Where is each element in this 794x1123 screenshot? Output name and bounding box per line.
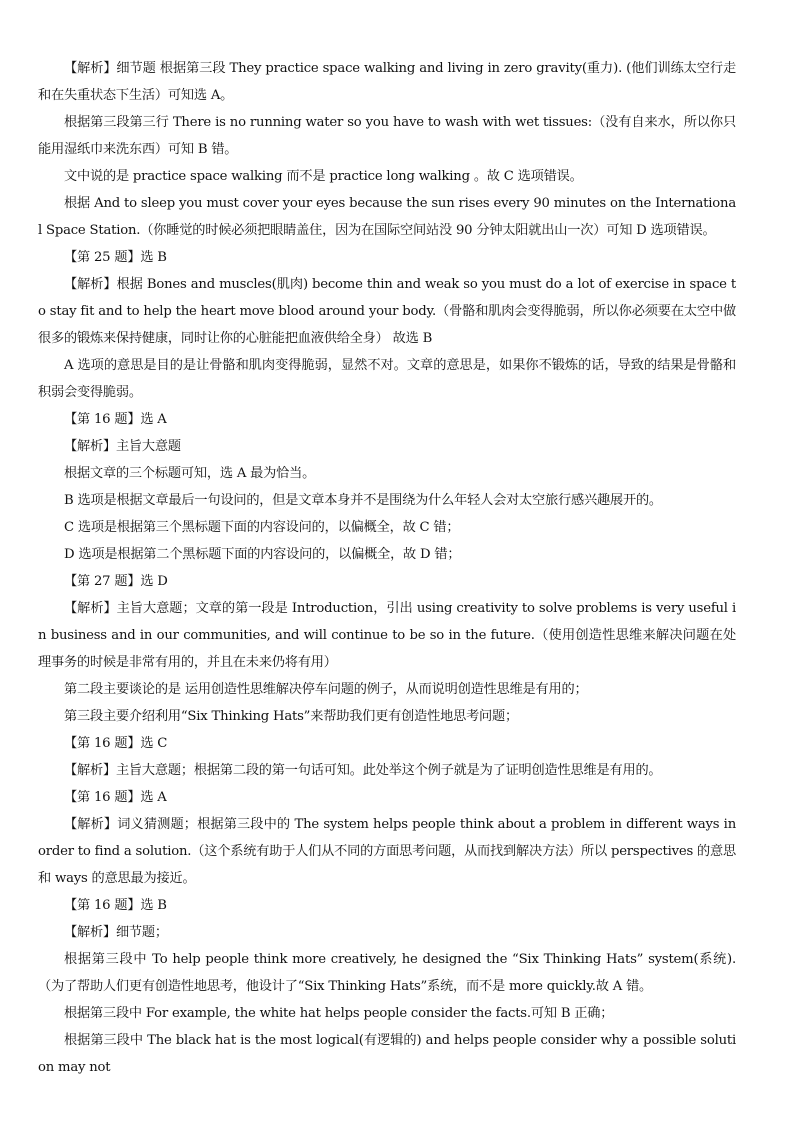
paragraph: 根据第三段第三行 There is no running water so you have to wash with wet tissues:（没有自来水，所以你只能用湿纸巾来洗东西）可知 B 错。 [38, 115, 736, 157]
paragraph: 第三段主要介绍利用“Six Thinking Hats”来帮助我们更有创造性地思考问题； [64, 709, 519, 724]
paragraph: B 选项是根据文章最后一句设问的，但是文章本身并不是围绕为什么年轻人会对太空旅行感兴趣展开的。 [64, 493, 662, 508]
paragraph: 【解析】主旨大意题；文章的第一段是 Introduction，引出 using creativity to solve problems is very useful in business and in our communities, and will continue to be so in the future.（使用创造性思维来解决问题在处理事务的时候是非常有用的，并且在未来仍将有用） [38, 601, 736, 670]
paragraph: 文中说的是 practice space walking 而不是 practice long walking 。故 C 选项错误。 [64, 169, 583, 184]
paragraph: 【解析】细节题 根据第三段 They practice space walking and living in zero gravity(重力). (他们训练太空行走和在失重状态下生活）可知选 A。 [38, 61, 736, 103]
paragraph: 根据第三段中 For example, the white hat helps people consider the facts.可知 B 正确； [64, 1006, 614, 1021]
paragraph: 【解析】根据 Bones and muscles(肌肉) become thin and weak so you must do a lot of exercise in space to stay fit and to help the heart move blood around your body.（骨骼和肌肉会变得脆弱，所以你必须要在太空中做很多的锻炼来保持健康，同时让你的心脏能把血液供给全身） 故选 B [38, 277, 736, 346]
question-heading: 【第 16 题】选 B [64, 898, 167, 913]
question-heading: 【第 16 题】选 C [64, 736, 168, 751]
question-heading: 【第 16 题】选 A [64, 790, 167, 805]
paragraph: 根据 And to sleep you must cover your eyes because the sun rises every 90 minutes on the International Space Station.（你睡觉的时候必须把眼睛盖住，因为在国际空间站没 90 分钟太阳就出山一次）可知 D 选项错误。 [38, 196, 736, 238]
paragraph: 根据文章的三个标题可知，选 A 最为恰当。 [64, 466, 316, 481]
paragraph: A 选项的意思是目的是让骨骼和肌肉变得脆弱，显然不对。文章的意思是，如果你不锻炼的话，导致的结果是骨骼和积弱会变得脆弱。 [38, 358, 736, 400]
paragraph: D 选项是根据第二个黑标题下面的内容设问的，以偏概全，故 D 错； [64, 547, 461, 562]
paragraph: 【解析】词义猜测题；根据第三段中的 The system helps people think about a problem in different ways in order to find a solution.（这个系统有助于人们从不同的方面思考问题，从而找到解决方法）所以 perspectives 的意思和 ways 的意思最为接近。 [38, 817, 736, 886]
question-heading: 【第 25 题】选 B [64, 250, 167, 265]
paragraph: 【解析】细节题； [64, 925, 168, 940]
paragraph: 根据第三段中 The black hat is the most logical(有逻辑的) and helps people consider why a possible solution may not [38, 1033, 736, 1075]
paragraph: 【解析】主旨大意题 [64, 439, 181, 454]
paragraph: C 选项是根据第三个黑标题下面的内容设问的，以偏概全，故 C 错； [64, 520, 460, 535]
paragraph: 第二段主要谈论的是 运用创造性思维解决停车问题的例子，从而说明创造性思维是有用的； [64, 682, 588, 697]
paragraph: 【解析】主旨大意题；根据第二段的第一句话可知。此处举这个例子就是为了证明创造性思维是有用的。 [64, 763, 662, 778]
answer-explanation-document [38, 55, 736, 1081]
question-heading: 【第 16 题】选 A [64, 412, 167, 427]
paragraph: 根据第三段中 To help people think more creatively, he designed the “Six Thinking Hats” system(系统).（为了帮助人们更有创造性地思考，他设计了“Six Thinking Hats”系统，而不是 more quickly.故 A 错。 [38, 952, 736, 994]
question-heading: 【第 27 题】选 D [64, 574, 168, 589]
